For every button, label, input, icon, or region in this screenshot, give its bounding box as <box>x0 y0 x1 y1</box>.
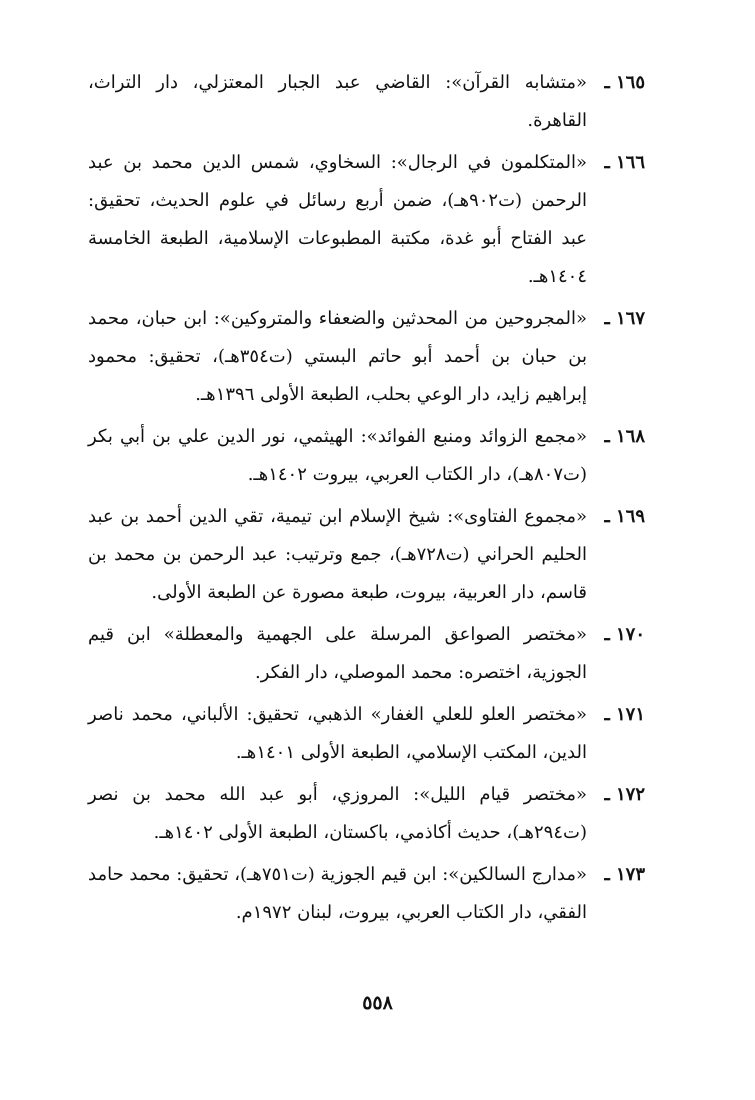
entry-text: «مجموع الفتاوى»: شيخ الإسلام ابن تيمية، تقي الدين أحمد بن عبد الحليم الحراني (ت٧٢٨هـ)، جمع وترتيب: عبد الرحمن بن محمد بن قاسم، دار العربية، بيروت، طبعة مصورة عن الطبعة الأولى. <box>88 506 588 603</box>
entry-number: ١٦٨ ـ <box>604 426 645 447</box>
bibliography-entry <box>88 64 645 140</box>
bibliography-list <box>88 64 645 932</box>
entry-number: ١٧٢ ـ <box>604 784 645 805</box>
entry-text: «مجمع الزوائد ومنبع الفوائد»: الهيثمي، نور الدين علي بن أبي بكر (ت٨٠٧هـ)، دار الكتاب العربي، بيروت ١٤٠٢هـ. <box>88 426 587 485</box>
bibliography-entry <box>88 144 645 296</box>
entry-number: ١٧٣ ـ <box>604 864 645 885</box>
bibliography-entry <box>88 696 645 772</box>
page-number: ٥٥٨ <box>362 992 393 1014</box>
entry-text: «المتكلمون في الرجال»: السخاوي، شمس الدين محمد بن عبد الرحمن (ت٩٠٢هـ)، ضمن أربع رسائل في علوم الحديث، تحقيق: عبد الفتاح أبو غدة، مكتبة المطبوعات الإسلامية، الطبعة الخامسة ١٤٠٤هـ. <box>88 152 587 287</box>
bibliography-entry <box>88 418 645 494</box>
bibliography-entry <box>88 776 645 852</box>
entry-text: «مختصر قيام الليل»: المروزي، أبو عبد الله محمد بن نصر (ت٢٩٤هـ)، حديث أكاذمي، باكستان، الطبعة الأولى ١٤٠٢هـ. <box>88 784 587 843</box>
entry-number: ١٧٠ ـ <box>604 624 645 645</box>
bibliography-entry <box>88 856 645 932</box>
bibliography-entry <box>88 300 645 414</box>
entry-number: ١٦٥ ـ <box>604 72 645 93</box>
entry-number: ١٦٩ ـ <box>604 506 645 527</box>
entry-text: «مختصر الصواعق المرسلة على الجهمية والمعطلة» ابن قيم الجوزية، اختصره: محمد الموصلي، دار الفكر. <box>88 624 587 683</box>
entry-text: «مدارج السالكين»: ابن قيم الجوزية (ت٧٥١هـ)، تحقيق: محمد حامد الفقي، دار الكتاب العربي، بيروت، لبنان ١٩٧٢م. <box>88 864 587 923</box>
entry-text: «المجروحين من المحدثين والضعفاء والمتروكين»: ابن حبان، محمد بن حبان بن أحمد أبو حاتم البستي (ت٣٥٤هـ)، تحقيق: محمود إبراهيم زايد، دار الوعي بحلب، الطبعة الأولى ١٣٩٦هـ. <box>88 308 588 405</box>
bibliography-entry <box>88 498 645 612</box>
entry-number: ١٦٦ ـ <box>604 152 645 173</box>
entry-number: ١٧١ ـ <box>604 704 645 725</box>
entry-text: «متشابه القرآن»: القاضي عبد الجبار المعتزلي، دار التراث، القاهرة. <box>88 72 587 131</box>
entry-text: «مختصر العلو للعلي الغفار» الذهبي، تحقيق: الألباني، محمد ناصر الدين، المكتب الإسلامي، الطبعة الأولى ١٤٠١هـ. <box>88 704 587 763</box>
entry-number: ١٦٧ ـ <box>604 308 645 329</box>
bibliography-entry <box>88 616 645 692</box>
